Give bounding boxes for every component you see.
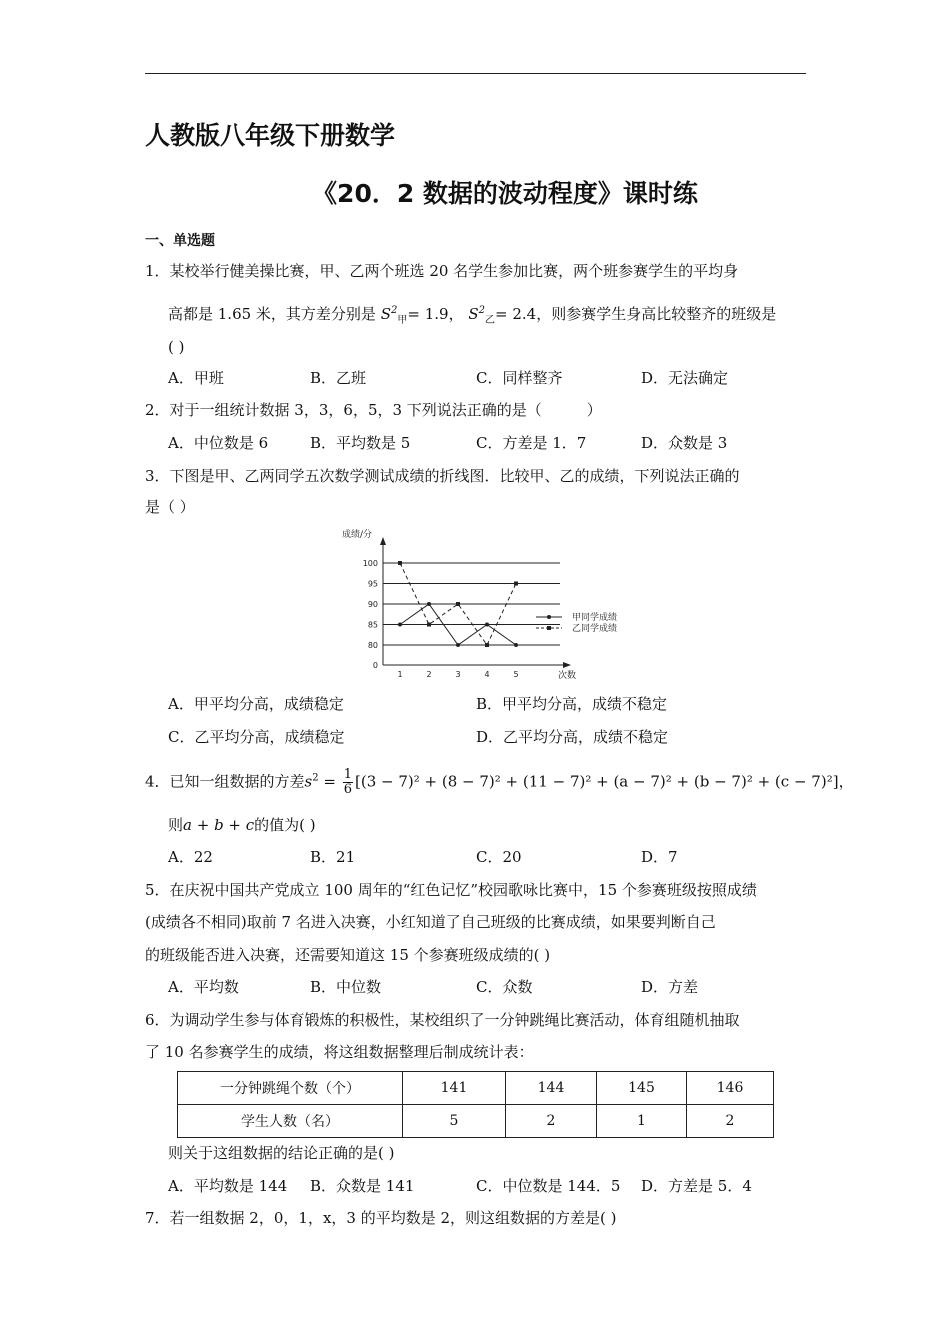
point-jia — [456, 643, 460, 647]
section-heading: 一、单选题 — [145, 233, 215, 249]
q1-option-a[interactable]: A．甲班 — [168, 369, 224, 387]
point-jia — [427, 602, 431, 606]
table-cell: 141 — [403, 1072, 506, 1105]
q1-line1: 1．某校举行健美操比赛，甲、乙两个班选 20 名学生参加比赛，两个班参赛学生的平均身 — [145, 262, 739, 280]
point-jia — [514, 643, 518, 647]
q1-option-d[interactable]: D．无法确定 — [641, 369, 729, 387]
q3-line2: 是（ ） — [145, 498, 195, 516]
table-row — [178, 1105, 774, 1138]
q5-option-b[interactable]: B．中位数 — [310, 978, 382, 996]
header-rule — [145, 73, 806, 74]
q5-line1: 5．在庆祝中国共产党成立 100 周年的“红色记忆”校园歌咏比赛中，15 个参赛班级按照成绩 — [145, 881, 757, 899]
score-line-chart — [340, 525, 618, 685]
y-tick-label: 85 — [367, 620, 378, 630]
q6-option-a[interactable]: A．平均数是 144 — [168, 1177, 288, 1195]
y-tick-label: 80 — [367, 641, 378, 650]
q1-line2: 高都是 1.65 米，其方差分别是 $S^2_甲= 1.9$， $S^2_乙= 2.4$，则参赛学生身高比较整齐的班级是 — [168, 305, 777, 326]
point-yi — [456, 602, 460, 606]
legend-label-jia: 甲同学成绩 — [572, 613, 618, 623]
x-axis-arrow — [563, 662, 571, 668]
table-cell: 学生人数（名） — [178, 1105, 403, 1138]
q6-line2: 了 10 名参赛学生的成绩，将这组数据整理后制成统计表： — [145, 1043, 534, 1061]
q6-option-c[interactable]: C．中位数是 144．5 — [476, 1177, 621, 1195]
y-tick-label: 90 — [367, 600, 378, 609]
q6-option-b[interactable]: B．众数是 141 — [310, 1177, 415, 1195]
table-cell: 146 — [687, 1072, 774, 1105]
point-yi — [427, 623, 431, 627]
q2-option-d[interactable]: D．众数是 3 — [641, 434, 728, 452]
point-yi — [485, 643, 489, 647]
q5-line2: (成绩各不相同)取前 7 名进入决赛，小红知道了自己班级的比赛成绩，如果要判断自己 — [145, 913, 716, 931]
y-axis-arrow — [380, 537, 386, 545]
q3-option-b[interactable]: B．甲平均分高，成绩不稳定 — [476, 695, 668, 713]
q4-option-d[interactable]: D．7 — [641, 848, 678, 866]
one-sixth-fraction: $\frac{1}{6}$ — [343, 767, 353, 797]
x-tick-label: 5 — [513, 670, 519, 679]
y-tick-label: 100 — [362, 559, 378, 568]
y-tick-label: 0 — [372, 661, 378, 670]
q4-line1: 4．已知一组数据的方差$s^2$ = $\frac{1}{6}$ [(3 − 7)² + (8 − 7)² + (11 − 7)² + (a − 7)² + (b − 7)² + (c − 7)²]， — [145, 767, 854, 797]
q5-option-d[interactable]: D．方差 — [641, 978, 699, 996]
point-jia — [398, 623, 402, 627]
s-jia-formula: $S^2_甲= 1.9$ — [380, 305, 449, 326]
q4-line2: 则a + b + c的值为( ) — [168, 816, 316, 834]
point-yi — [514, 582, 518, 586]
table-cell: 2 — [687, 1105, 774, 1138]
x-axis-label: 次数 — [558, 671, 577, 681]
q4-option-b[interactable]: B．21 — [310, 848, 356, 866]
table-cell: 一分钟跳绳个数（个） — [178, 1072, 403, 1105]
q3-option-d[interactable]: D．乙平均分高，成绩不稳定 — [476, 728, 669, 746]
x-tick-label: 3 — [455, 670, 461, 679]
q1-option-b[interactable]: B．乙班 — [310, 369, 367, 387]
q1-option-c[interactable]: C．同样整齐 — [476, 369, 563, 387]
table-cell: 5 — [403, 1105, 506, 1138]
q2-option-c[interactable]: C．方差是 1．7 — [476, 434, 587, 452]
table-cell: 2 — [506, 1105, 597, 1138]
point-jia — [485, 623, 489, 627]
stats-table — [177, 1071, 774, 1138]
q1-line3: ( ) — [168, 338, 185, 356]
doc-subtitle: 《20．2 数据的波动程度》课时练 — [312, 179, 698, 208]
x-tick-label: 1 — [397, 670, 403, 679]
q4-option-c[interactable]: C．20 — [476, 848, 522, 866]
q7-line1: 7．若一组数据 2，0，1，x，3 的平均数是 2，则这组数据的方差是( ) — [145, 1209, 617, 1227]
x-tick-label: 2 — [426, 670, 432, 679]
q4-option-a[interactable]: A．22 — [168, 848, 213, 866]
legend-marker-jia — [547, 615, 551, 619]
q2-option-b[interactable]: B．平均数是 5 — [310, 434, 411, 452]
legend-label-yi: 乙同学成绩 — [572, 624, 618, 634]
table-cell: 145 — [597, 1072, 687, 1105]
y-axis-label: 成绩/分 — [342, 530, 373, 540]
table-cell: 1 — [597, 1105, 687, 1138]
q6-option-d[interactable]: D．方差是 5．4 — [641, 1177, 752, 1195]
q3-option-c[interactable]: C．乙平均分高，成绩稳定 — [168, 728, 345, 746]
point-yi — [398, 561, 402, 565]
q3-option-a[interactable]: A．甲平均分高，成绩稳定 — [168, 695, 344, 713]
x-tick-label: 4 — [484, 670, 490, 679]
y-tick-label: 95 — [367, 579, 378, 589]
table-cell: 144 — [506, 1072, 597, 1105]
s-yi-formula: $S^2_乙= 2.4$ — [468, 305, 537, 326]
q6-line3: 则关于这组数据的结论正确的是( ) — [168, 1144, 395, 1162]
q5-option-c[interactable]: C．众数 — [476, 978, 533, 996]
q5-line3: 的班级能否进入决赛，还需要知道这 15 个参赛班级成绩的( ) — [145, 946, 551, 964]
doc-title: 人教版八年级下册数学 — [145, 121, 396, 150]
q5-option-a[interactable]: A．平均数 — [168, 978, 239, 996]
q3-line1: 3．下图是甲、乙两同学五次数学测试成绩的折线图．比较甲、乙的成绩，下列说法正确的 — [145, 467, 740, 485]
table-row — [178, 1072, 774, 1105]
legend-marker-yi — [547, 626, 551, 630]
q6-line1: 6．为调动学生参与体育锻炼的积极性，某校组织了一分钟跳绳比赛活动，体育组随机抽取 — [145, 1011, 740, 1029]
q2-option-a[interactable]: A．中位数是 6 — [168, 434, 269, 452]
q2-line1: 2．对于一组统计数据 3，3，6，5，3 下列说法正确的是（ ） — [145, 401, 602, 419]
